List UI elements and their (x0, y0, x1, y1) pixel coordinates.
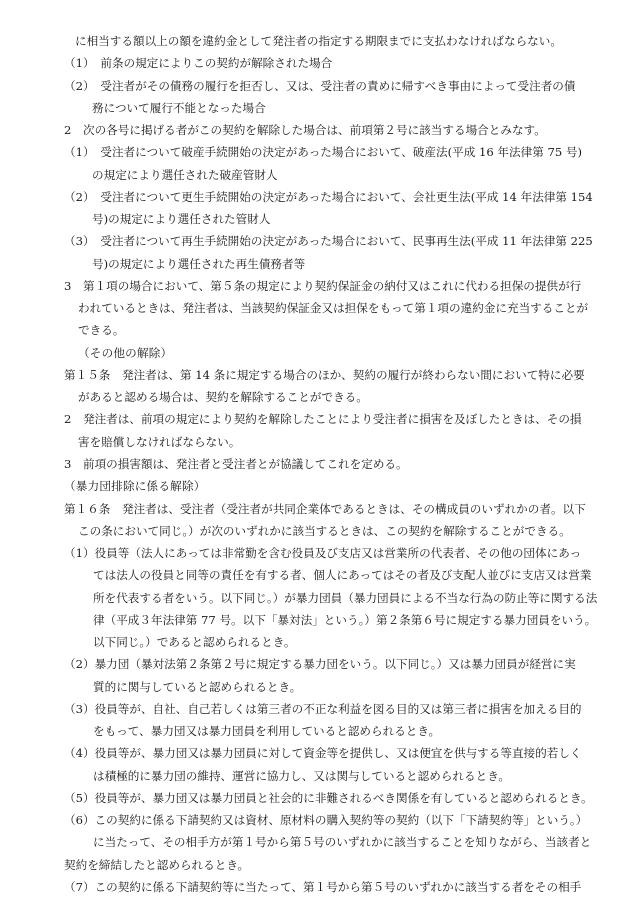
list-item: （2）暴力団（暴対法第２条第２号に規定する暴力団をいう。以下同じ。）又は暴力団員が経営に実 (64, 657, 576, 671)
text-line: の規定により選任された破産管財人 (92, 168, 278, 182)
list-item: （3） 受注者について再生手続開始の決定があった場合において、民事再生法(平成 11 年法律第 225 (64, 234, 593, 248)
list-item: （4）役員等が、暴力団又は暴力団員に対して資金等を提供し、又は便宜を供与する等直接的若しく (64, 746, 582, 760)
article-heading: 第１６条 発注者は、受注者（受注者が共同企業体であるときは、その構成員のいずれかの者。以下 (64, 502, 586, 516)
paragraph: 2 発注者は、前項の規定により契約を解除したことにより受注者に損害を及ぼしたときは、その損 (64, 412, 582, 426)
list-item: （5）役員等が、暴力団又は暴力団員と社会的に非難されるべき関係を有していると認められるとき。 (64, 791, 593, 805)
text-line: 所を代表する者をいう。以下同じ。）が暴力団員（暴力団員による不当な行為の防止等に関する法 (93, 591, 598, 605)
article-heading: 第１５条 発注者は、第 14 条に規定する場合のほか、契約の履行が終わらない間において特に必要 (64, 368, 585, 382)
text-line: 質的に関与していると認められるとき。 (93, 680, 302, 694)
list-item: （6）この契約に係る下請契約又は資材、原材料の購入契約等の契約（以下「下請契約等」という。） (64, 813, 588, 827)
section-heading: （その他の解除） (78, 346, 173, 360)
text-line: 号)の規定により選任された管財人 (92, 212, 271, 226)
text-line: に当たって、その相手方が第１号から第５号のいずれかに該当することを知りながら、当該者と (93, 835, 592, 849)
text-line: をもって、暴力団又は暴力団員を利用していると認められるとき。 (93, 724, 441, 738)
text-line: この条において同じ。）が次のいずれかに該当するときは、この契約を解除することができる。 (78, 524, 571, 538)
paragraph: 3 前項の損害額は、発注者と受注者とが協議してこれを定める。 (64, 457, 408, 471)
text-line: 号)の規定により選任された再生債務者等 (92, 257, 306, 271)
list-item: （1） 前条の規定によりこの契約が解除された場合 (64, 56, 333, 70)
list-item: （1）役員等（法人にあっては非常勤を含む役員及び支店又は営業所の代表者、その他の団体にあっ (64, 546, 582, 560)
list-item: （2） 受注者について更生手続開始の決定があった場合において、会社更生法(平成 14 年法律第 154 (64, 190, 593, 204)
paragraph: 2 次の各号に掲げる者がこの契約を解除した場合は、前項第２号に該当する場合とみなす。 (64, 123, 546, 137)
text-line: があると認める場合は、契約を解除することができる。 (78, 390, 368, 404)
text-line: 以下同じ。）であると認められるとき。 (93, 635, 296, 649)
text-line: できる。 (78, 323, 125, 337)
list-item: （2） 受注者がその債務の履行を拒否し、又は、受注者の責めに帰すべき事由によって受注者の債 (64, 79, 576, 93)
text-line: 契約を締結したと認められるとき。 (64, 858, 250, 872)
text-line: （7）この契約に係る下請契約等に当たって、第１号から第５号のいずれかに該当する者をその相手 (64, 880, 582, 894)
text-line: は積極的に暴力団の維持、運営に協力し、又は関与していると認められるとき。 (93, 769, 510, 783)
text-line: 害を賠償しなければならない。 (78, 435, 241, 449)
list-item: （1） 受注者について破産手続開始の決定があった場合において、破産法(平成 16 年法律第 75 号) (64, 145, 583, 159)
text-line: ては法人の役員と同等の責任を有する者、個人にあってはその者及び支配人並びに支店又は営業 (93, 568, 592, 582)
text-line: 務について履行不能となった場合 (92, 101, 266, 115)
text-line: 律（平成３年法律第 77 号。以下「暴対法」という。）第２条第６号に規定する暴力団員をいう。 (93, 613, 597, 627)
text-line: われているときは、発注者は、当該契約保証金又は担保をもって第１項の違約金に充当することが (78, 301, 589, 315)
paragraph: 3 第１項の場合において、第５条の規定により契約保証金の納付又はこれに代わる担保の提供が行 (64, 279, 582, 293)
text-line: に相当する額以上の額を違約金として発注者の指定する期限までに支払わなければならない。 (75, 34, 562, 48)
section-heading: （暴力団排除に係る解除） (64, 479, 206, 493)
list-item: （3）役員等が、自社、自己若しくは第三者の不正な利益を図る目的又は第三者に損害を加える目的 (64, 702, 582, 716)
